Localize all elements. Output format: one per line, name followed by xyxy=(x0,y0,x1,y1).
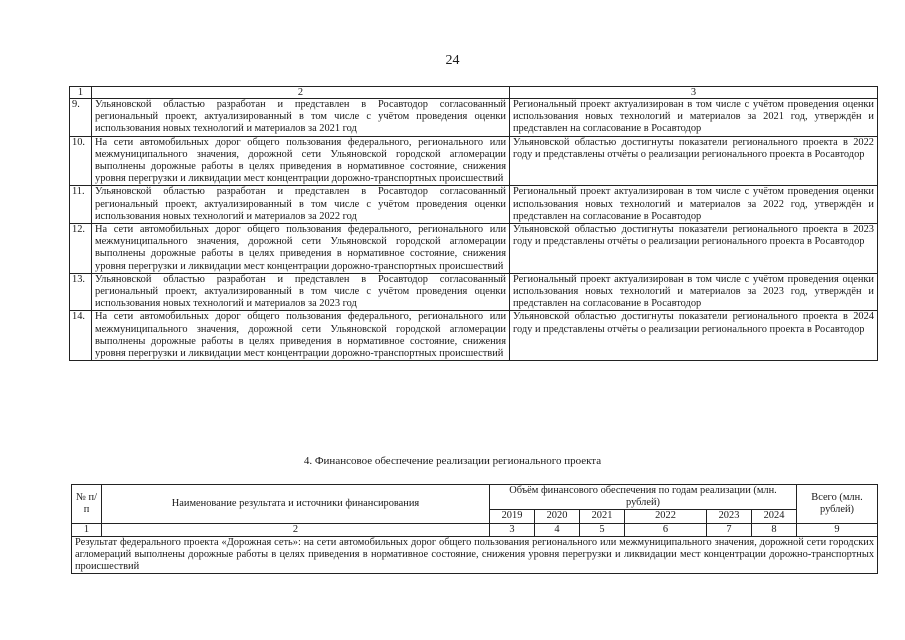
financing-index-row xyxy=(72,523,878,536)
header-total: Всего (млн. рублей) xyxy=(797,485,878,524)
year-cell: 2023 xyxy=(707,510,752,523)
financing-result-row xyxy=(72,536,878,574)
year-cell: 2024 xyxy=(752,510,797,523)
row-description: Ульяновской областью разработан и представлен в Росавтодор согласованный региональный проект, актуализированный в том числе с учётом проведения оценки использования новых технологий и материалов за 2021 год xyxy=(92,99,510,137)
row-number: 14. xyxy=(70,311,92,361)
financing-table xyxy=(71,484,878,574)
index-cell: 6 xyxy=(625,523,707,536)
row-description: На сети автомобильных дорог общего пользования федерального, регионального или межмуниципального значения, дорожной сети Ульяновской городской агломерации выполнены дорожные работы в целях приведения в нормативное состояние, снижения уровня перегрузки и ликвидации мест концентрации дорожно-транспортных происшествий xyxy=(92,224,510,274)
index-cell: 3 xyxy=(490,523,535,536)
row-result: Региональный проект актуализирован в том числе с учётом проведения оценки использования новых технологий и материалов за 2021 год, утверждён и представлен на согласование в Росавтодор xyxy=(510,99,878,137)
year-cell: 2020 xyxy=(535,510,580,523)
row-number: 11. xyxy=(70,186,92,224)
header-col-3: 3 xyxy=(510,87,878,99)
section-title: 4. Финансовое обеспечение реализации регионального проекта xyxy=(303,455,602,467)
header-volume: Объём финансового обеспечения по годам реализации (млн. рублей) xyxy=(490,485,797,510)
row-result: Ульяновской областью достигнуты показатели регионального проекта в 2022 году и представлены отчёты о реализации регионального проекта в Росавтодор xyxy=(510,136,878,186)
year-cell: 2019 xyxy=(490,510,535,523)
index-cell: 4 xyxy=(535,523,580,536)
year-cell: 2022 xyxy=(625,510,707,523)
row-number: 10. xyxy=(70,136,92,186)
financing-header-row-1 xyxy=(72,485,878,510)
table-row xyxy=(70,186,878,224)
results-table xyxy=(69,86,878,361)
index-cell: 9 xyxy=(797,523,878,536)
index-cell: 8 xyxy=(752,523,797,536)
results-table-header xyxy=(70,87,878,99)
row-result: Региональный проект актуализирован в том числе с учётом проведения оценки использования новых технологий и материалов за 2023 год, утверждён и представлен на согласование в Росавтодор xyxy=(510,273,878,311)
row-description: Ульяновской областью разработан и представлен в Росавтодор согласованный региональный проект, актуализированный в том числе с учётом проведения оценки использования новых технологий и материалов за 2022 год xyxy=(92,186,510,224)
row-number: 13. xyxy=(70,273,92,311)
row-result: Ульяновской областью достигнуты показатели регионального проекта в 2024 году и представлены отчёты о реализации регионального проекта в Росавтодор xyxy=(510,311,878,361)
table-row xyxy=(70,224,878,274)
table-row xyxy=(70,273,878,311)
row-number: 12. xyxy=(70,224,92,274)
federal-result-text: Результат федерального проекта «Дорожная сеть»: на сети автомобильных дорог общего пользования регионального или межмуниципального значения, дорожной сети городских агломераций выполнены дорожные работы в целях приведения в нормативное состояние, снижения уровня перегрузки и ликвидации мест концентрации дорожно-транспортных происшествий xyxy=(72,536,878,574)
header-col-1: 1 xyxy=(70,87,92,99)
table-row xyxy=(70,99,878,137)
row-result: Ульяновской областью достигнуты показатели регионального проекта в 2023 году и представлены отчёты о реализации регионального проекта в Росавтодор xyxy=(510,224,878,274)
index-cell: 5 xyxy=(580,523,625,536)
row-number: 9. xyxy=(70,99,92,137)
header-name: Наименование результата и источники финансирования xyxy=(102,485,490,524)
row-description: На сети автомобильных дорог общего пользования федерального, регионального или межмуниципального значения, дорожной сети Ульяновской городской агломерации выполнены дорожные работы в целях приведения в нормативное состояние, снижения уровня перегрузки и ликвидации мест концентрации дорожно-транспортных происшествий xyxy=(92,136,510,186)
row-result: Региональный проект актуализирован в том числе с учётом проведения оценки использования новых технологий и материалов за 2022 год, утверждён и представлен на согласование в Росавтодор xyxy=(510,186,878,224)
table-row xyxy=(70,311,878,361)
table-row xyxy=(70,136,878,186)
row-description: Ульяновской областью разработан и представлен в Росавтодор согласованный региональный проект, актуализированный в том числе с учётом проведения оценки использования новых технологий и материалов за 2023 год xyxy=(92,273,510,311)
year-cell: 2021 xyxy=(580,510,625,523)
row-description: На сети автомобильных дорог общего пользования федерального, регионального или межмуниципального значения, дорожной сети Ульяновской городской агломерации выполнены дорожные работы в целях приведения в нормативное состояние, снижения уровня перегрузки и ликвидации мест концентрации дорожно-транспортных происшествий xyxy=(92,311,510,361)
header-number: № п/п xyxy=(72,485,102,524)
page-number: 24 xyxy=(445,53,460,68)
index-cell: 7 xyxy=(707,523,752,536)
index-cell: 2 xyxy=(102,523,490,536)
header-col-2: 2 xyxy=(92,87,510,99)
index-cell: 1 xyxy=(72,523,102,536)
